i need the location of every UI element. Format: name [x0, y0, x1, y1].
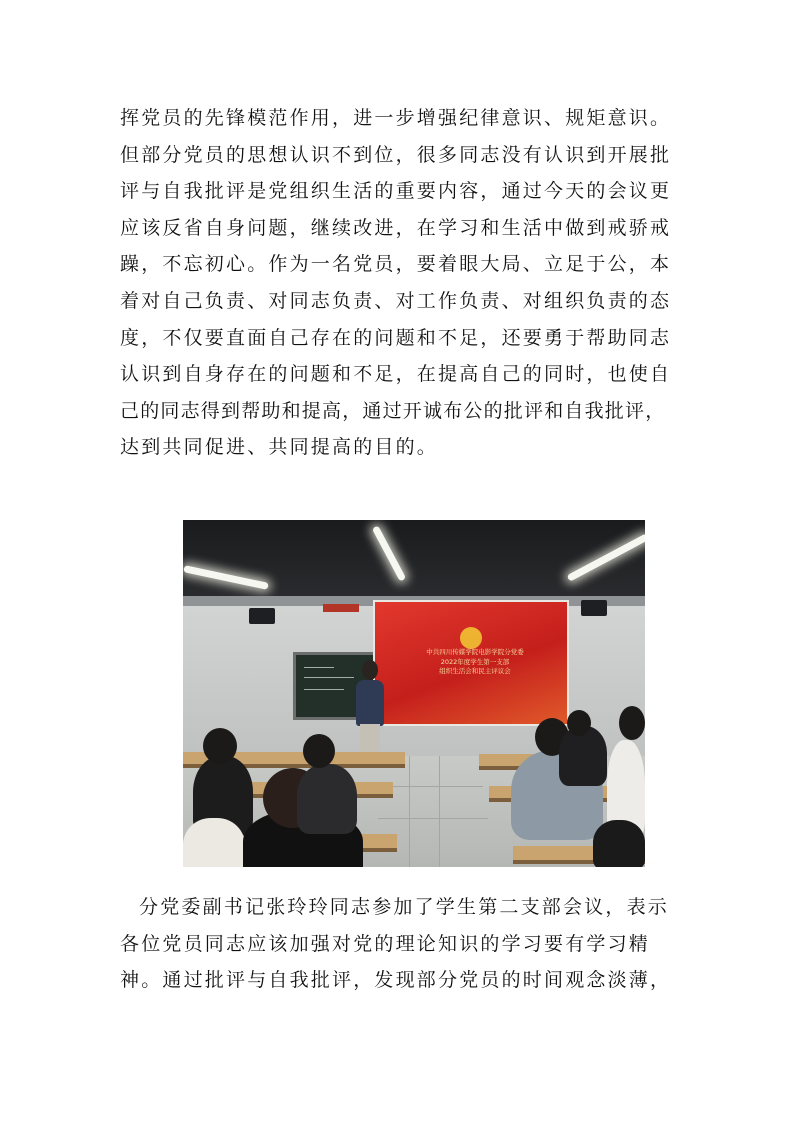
text-line: 分党委副书记张玲玲同志参加了学生第二支部会议，表示: [139, 896, 670, 918]
student-person: [297, 764, 357, 834]
text-line: 己的同志得到帮助和提高，通过开诚布公的批评和自我批评，: [120, 399, 666, 422]
student-person: [593, 820, 645, 867]
screen-line: 组织生活会和民主评议会: [439, 667, 511, 675]
text-line: 达到共同促进、共同提高的目的。: [120, 436, 439, 459]
text-line: 评与自我批评是党组织生活的重要内容，通过今天的会议更: [120, 180, 672, 203]
floor-tile-line: [383, 786, 483, 787]
floor-tile-line: [378, 818, 488, 819]
text-line: 认识到自身存在的问题和不足，在提高自己的同时，也使自: [120, 363, 672, 386]
paragraph-1: [120, 100, 695, 466]
chalk-line: [304, 689, 344, 690]
screen-line: 2022年度学生第一支部: [440, 657, 510, 666]
screen-line: 中共四川传媒学院电影学院分党委: [426, 648, 524, 656]
student-head: [619, 706, 645, 740]
student-head: [203, 728, 237, 764]
party-emblem-icon: [460, 627, 482, 649]
floor-tile-line: [409, 756, 410, 867]
chalk-line: [304, 667, 334, 668]
text-line: 但部分党员的思想认识不到位，很多同志没有认识到开展批: [120, 143, 672, 166]
wall-speaker: [581, 600, 607, 616]
projection-screen: [373, 600, 569, 726]
screen-caption: [395, 648, 555, 677]
speaker-person: [356, 680, 384, 726]
wall-speaker: [249, 608, 275, 624]
text-line: 度，不仅要直面自己存在的问题和不足，还要勇于帮助同志: [120, 326, 672, 349]
student-head: [567, 710, 591, 736]
photo-ceiling: [183, 520, 645, 602]
exit-sign: [323, 604, 359, 612]
chalk-line: [304, 677, 354, 678]
meeting-photo: [183, 520, 645, 867]
student-head: [303, 734, 335, 768]
text-line: 挥党员的先锋模范作用，进一步增强纪律意识、规矩意识。: [120, 107, 672, 129]
text-line: 应该反省自身问题，继续改进，在学习和生活中做到戒骄戒: [120, 216, 672, 239]
speaker-person-head: [362, 660, 378, 680]
paragraph-2: [120, 889, 695, 999]
text-line: 躁，不忘初心。作为一名党员，要着眼大局、立足于公，本: [120, 253, 672, 276]
floor-tile-line: [439, 756, 440, 867]
text-line: 着对自己负责、对同志负责、对工作负责、对组织负责的态: [120, 289, 672, 312]
text-line: 各位党员同志应该加强对党的理论知识的学习要有学习精: [120, 932, 651, 955]
text-line: 神。通过批评与自我批评，发现部分党员的时间观念淡薄，: [120, 969, 672, 992]
student-person: [183, 818, 245, 867]
speaker-person-legs: [360, 724, 380, 752]
